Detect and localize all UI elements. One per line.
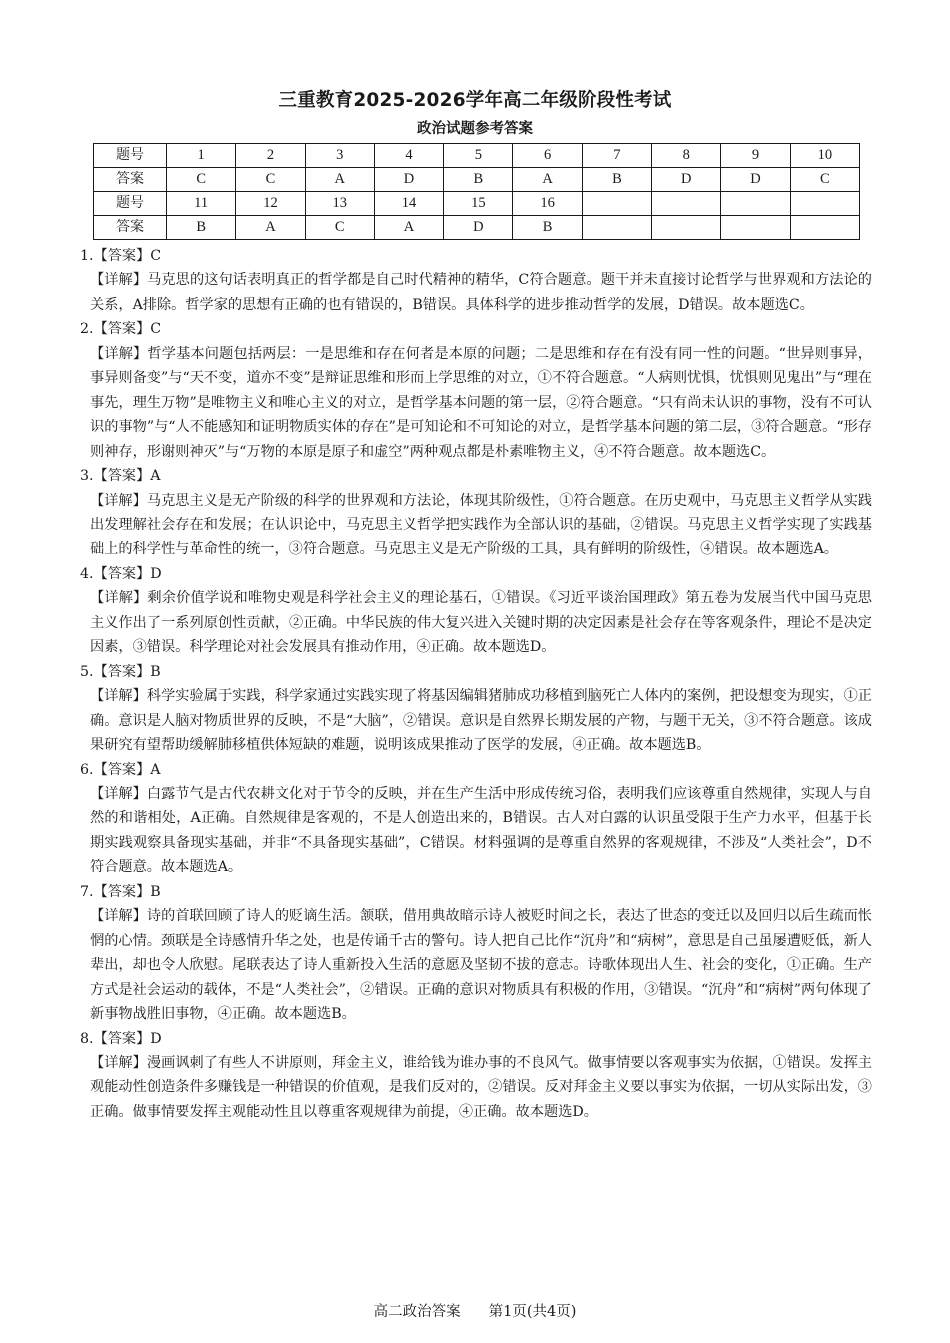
question-number-cell: 12: [236, 192, 305, 216]
empty-cell: [790, 216, 859, 240]
empty-cell: [721, 192, 790, 216]
explanation-text: 【详解】哲学基本问题包括两层：一是思维和存在何者是本原的问题；二是思维和存在有没有同一性的问题。“世异则事异，事异则备变”与“天不变，道亦不变”是辩证思维和形而上学思维的对立，①不符合题意。“人病则忧惧，忧惧则见鬼出”与“理在事先，理生万物”是唯物主义和唯心主义的对立，是哲学基本问题的第一层，②符合题意。“只有尚未认识的事物，没有不可认识的事物”与“人不能感知和证明物质实体的存在”是可知论和不可知论的对立，是哲学基本问题的第二层，③符合题意。“形存则神存，形谢则神灭”与“万物的本原是原子和虚空”两种观点都是朴素唯物主义，④不符合题意。故本题选C。: [90, 345, 872, 460]
explanation-text: 【详解】漫画讽刺了有些人不讲原则，拜金主义，谁给钱为谁办事的不良风气。做事情要以客观事实为依据，①错误。发挥主观能动性创造条件多赚钱是一种错误的价值观，是我们反对的，②错误。反对拜金主义要以事实为依据，一切从实际出发，③正确。做事情要发挥主观能动性且以尊重客观规律为前提，④正确。故本题选D。: [90, 1054, 872, 1120]
table-row: [94, 168, 860, 192]
explanation-text: 【详解】科学实验属于实践，科学家通过实践实现了将基因编辑猪肺成功移植到脑死亡人体内的案例，把设想变为现实，①正确。意识是人脑对物质世界的反映，不是“大脑”，②错误。意识是自然界长期发展的产物，与题干无关，③不符合题意。该成果研究有望帮助缓解肺移植供体短缺的难题，说明该成果推动了医学的发展，④正确。故本题选B。: [90, 688, 872, 754]
answer-cell: D: [374, 168, 443, 192]
answer-table: [93, 143, 860, 240]
page-title: 三重教育2025-2026学年高二年级阶段性考试: [278, 90, 672, 111]
explanation-text: 【详解】剩余价值学说和唯物史观是科学社会主义的理论基石，①错误。《习近平谈治国理政》第五卷为发展当代中国马克思主义作出了一系列原创性贡献，②正确。中华民族的伟大复兴进入关键时期的决定因素是社会存在等客观条件，理论不是决定因素，③错误。科学理论对社会发展具有推动作用，④正确。故本题选D。: [90, 590, 872, 656]
question-item: [80, 464, 872, 562]
question-item: [80, 244, 872, 317]
question-number: 4.: [80, 565, 94, 582]
question-number: 5.: [80, 663, 94, 680]
explanation-text: 【详解】诗的首联回顾了诗人的贬谪生活。颔联，借用典故暗示诗人被贬时间之长，表达了世态的变迁以及回归以后生疏而怅惘的心情。颈联是全诗感情升华之处，也是传诵千古的警句。诗人把自己比作“沉舟”和“病树”，意思是自己虽屡遭贬低，新人辈出，却也令人欣慰。尾联表达了诗人重新投入生活的意愿及坚韧不拔的意志。诗歌体现出人生、社会的变化，①正确。生产方式是社会运动的载体，不是“人类社会”，②错误。正确的意识对物质具有积极的作用，③错误。“沉舟”和“病树”两句体现了新事物战胜旧事物，④正确。故本题选B。: [90, 908, 872, 1023]
answer-cell: C: [236, 168, 305, 192]
explanation-text: 【详解】马克思主义是无产阶级的科学的世界观和方法论，体现其阶级性，①符合题意。在历史观中，马克思主义哲学从实践出发理解社会存在和发展；在认识论中，马克思主义哲学把实践作为全部认识的基础，②错误。马克思主义哲学实现了实践基础上的科学性与革命性的统一，③符合题意。马克思主义是无产阶级的工具，具有鲜明的阶级性，④错误。故本题选A。: [90, 492, 872, 558]
question-number-cell: 11: [167, 192, 236, 216]
explanation-text: 【详解】马克思的这句话表明真正的哲学都是自己时代精神的精华，C符合题意。题干并未直接讨论哲学与世界观和方法论的关系，A排除。哲学家的思想有正确的也有错误的，B错误。具体科学的进步推动哲学的发展，D错误。故本题选C。: [90, 272, 872, 313]
question-number-cell: 16: [513, 192, 582, 216]
question-number-cell: 10: [790, 144, 859, 168]
answer-line: [80, 562, 872, 586]
page-footer: [0, 1300, 950, 1321]
question-number-cell: 13: [305, 192, 374, 216]
footer-subject: 高二政治答案: [373, 1304, 461, 1320]
question-number: 8.: [80, 1030, 94, 1047]
answer-line: [80, 1027, 872, 1051]
row-label-answer: 答案: [94, 168, 167, 192]
answer-cell: B: [513, 216, 582, 240]
answer-text: 【答案】C: [93, 248, 162, 264]
question-number-cell: 4: [374, 144, 443, 168]
answer-cell: B: [167, 216, 236, 240]
answer-text: 【答案】A: [93, 761, 161, 778]
answer-line: [80, 317, 872, 341]
table-row: [94, 216, 860, 240]
answer-text: 【答案】B: [93, 663, 161, 680]
table-row: [94, 192, 860, 216]
answer-cell: A: [513, 168, 582, 192]
answer-cell: D: [444, 216, 513, 240]
answer-cell: B: [444, 168, 513, 192]
explanations: [80, 244, 872, 1124]
question-number-cell: 2: [236, 144, 305, 168]
question-item: [80, 562, 872, 660]
answer-cell: A: [305, 168, 374, 192]
answer-line: [80, 464, 872, 488]
question-number: 7.: [80, 883, 94, 900]
question-item: [80, 880, 872, 1027]
answer-cell: D: [652, 168, 721, 192]
question-number: 2.: [80, 321, 94, 338]
question-number: 1.: [80, 248, 94, 264]
answer-cell: C: [790, 168, 859, 192]
answer-cell: B: [582, 168, 651, 192]
question-number: 6.: [80, 761, 94, 778]
footer-page-number: 第1页(共4页): [488, 1304, 577, 1320]
question-item: [80, 1027, 872, 1125]
row-label-number: 题号: [94, 144, 167, 168]
question-number-cell: 9: [721, 144, 790, 168]
answer-line: [80, 660, 872, 684]
page-subtitle: 政治试题参考答案: [417, 121, 533, 137]
question-item: [80, 660, 872, 758]
question-number-cell: 3: [305, 144, 374, 168]
row-label-number: 题号: [94, 192, 167, 216]
row-label-answer: 答案: [94, 216, 167, 240]
empty-cell: [582, 192, 651, 216]
answer-cell: D: [721, 168, 790, 192]
answer-cell: A: [236, 216, 305, 240]
answer-text: 【答案】D: [93, 565, 162, 582]
question-number-cell: 8: [652, 144, 721, 168]
question-number-cell: 1: [167, 144, 236, 168]
answer-cell: A: [374, 216, 443, 240]
question-number: 3.: [80, 468, 94, 485]
answer-cell: C: [305, 216, 374, 240]
answer-line: [80, 244, 872, 268]
explanation-text: 【详解】白露节气是古代农耕文化对于节令的反映，并在生产生活中形成传统习俗，表明我们应该尊重自然规律，实现人与自然的和谐相处，A正确。自然规律是客观的，不是人创造出来的，B错误。古人对白露的认识虽受限于生产力水平，但基于长期实践观察具备现实基础，并非“不具备现实基础”，C错误。材料强调的是尊重自然界的客观规律，不涉及“人类社会”，D不符合题意。故本题选A。: [90, 785, 872, 876]
question-item: [80, 758, 872, 880]
question-number-cell: 6: [513, 144, 582, 168]
question-number-cell: 15: [444, 192, 513, 216]
empty-cell: [721, 216, 790, 240]
question-item: [80, 317, 872, 464]
table-row: [94, 144, 860, 168]
answer-text: 【答案】C: [93, 321, 162, 338]
empty-cell: [582, 216, 651, 240]
answer-cell: C: [167, 168, 236, 192]
question-number-cell: 5: [444, 144, 513, 168]
answer-text: 【答案】A: [93, 468, 161, 485]
question-number-cell: 7: [582, 144, 651, 168]
empty-cell: [790, 192, 859, 216]
answer-text: 【答案】D: [93, 1030, 162, 1047]
answer-line: [80, 880, 872, 904]
answer-text: 【答案】B: [93, 883, 161, 900]
empty-cell: [652, 192, 721, 216]
question-number-cell: 14: [374, 192, 443, 216]
answer-line: [80, 758, 872, 782]
empty-cell: [652, 216, 721, 240]
